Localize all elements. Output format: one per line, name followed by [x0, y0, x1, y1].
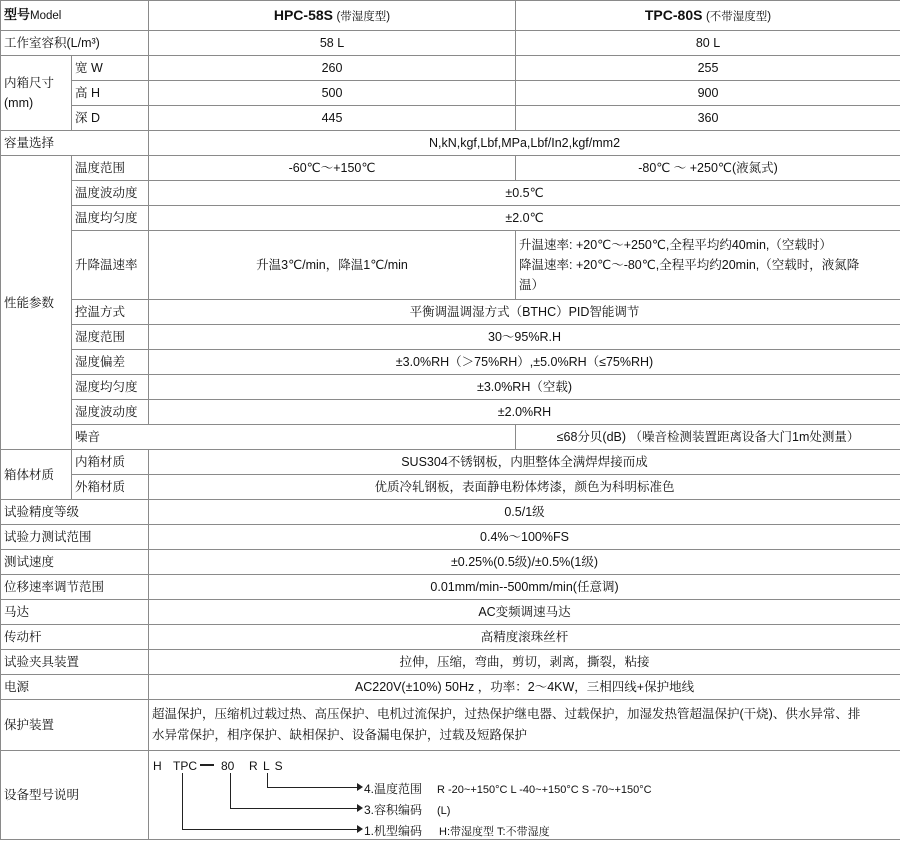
table-row: [1, 650, 900, 675]
code-80: 80: [221, 759, 235, 773]
connector-line: [267, 773, 268, 787]
inner-h-v2: 900: [516, 81, 900, 106]
connector-line: [182, 773, 183, 829]
connector-line: [182, 829, 357, 830]
fixtures-value: 拉伸，压缩，弯曲，剪切，剥离，撕裂，粘接: [149, 650, 900, 675]
hum-range-label: 湿度范围: [72, 325, 149, 350]
temp-uniform-value: ±2.0℃: [149, 206, 900, 231]
arrow-icon: [357, 804, 363, 812]
col1-header: [149, 1, 516, 31]
model-code-diagram: [149, 751, 749, 839]
control-value: 平衡调温调湿方式（BTHC）PID智能调节: [149, 300, 900, 325]
power-value: AC220V(±10%) 50Hz ，功率：2～4KW，三相四线+保护地线: [149, 675, 900, 700]
rod-label: 传动杆: [1, 625, 149, 650]
performance-label: 性能参数: [1, 156, 72, 450]
inner-h-v1: 500: [149, 81, 516, 106]
hum-fluct-label: 湿度波动度: [72, 400, 149, 425]
header-row: [1, 1, 900, 31]
inner-w-v1: 260: [149, 56, 516, 81]
col2-model: TPC-80S: [644, 6, 703, 23]
col1-note: (带湿度型): [336, 10, 391, 23]
col2-header: [516, 1, 900, 31]
accuracy-label: 试验精度等级: [1, 500, 149, 525]
material-label: 箱体材质: [1, 450, 72, 500]
table-row: [1, 156, 900, 181]
table-row: [1, 375, 900, 400]
table-row: [1, 81, 900, 106]
volume-v1: 58 L: [149, 31, 516, 56]
item4-label: 4.温度范围: [364, 782, 423, 796]
capacity-value: N,kN,kgf,Lbf,MPa,Lbf/In2,kgf/mm2: [149, 131, 900, 156]
ramp-label: 升降温速率: [72, 231, 149, 300]
table-row: [1, 625, 900, 650]
table-row: [1, 325, 900, 350]
material-inner-value: SUS304不锈钢板，内胆整体全满焊焊接而成: [149, 450, 900, 475]
connector-line: [230, 773, 231, 808]
hum-dev-label: 湿度偏差: [72, 350, 149, 375]
table-row: [1, 131, 900, 156]
table-row: [1, 500, 900, 525]
item1-label: 1.机型编码: [364, 824, 423, 838]
hum-uniform-label: 湿度均匀度: [72, 375, 149, 400]
inner-d-v2: 360: [516, 106, 900, 131]
control-label: 控温方式: [72, 300, 149, 325]
item3-label: 3.容积编码: [364, 803, 423, 817]
temp-range-label: 温度范围: [72, 156, 149, 181]
inner-w-label: 宽 W: [72, 56, 149, 81]
disp-speed-value: 0.01mm/min--500mm/min(任意调): [149, 575, 900, 600]
connector-line: [267, 787, 357, 788]
speed-label: 测试速度: [1, 550, 149, 575]
inner-d-label: 深 D: [72, 106, 149, 131]
ramp-v2-line2: 降温速率: +20℃～-80℃,全程平均约20min,（空载时，液氮降: [519, 258, 860, 272]
rod-value: 高精度滚珠丝杆: [149, 625, 900, 650]
material-inner-label: 内箱材质: [72, 450, 149, 475]
table-row: [1, 675, 900, 700]
col2-note: (不带湿度型): [705, 10, 772, 23]
model-code-cell: [149, 751, 900, 840]
hum-fluct-value: ±2.0%RH: [149, 400, 900, 425]
protection-line1: 超温保护，压缩机过载过热、高压保护、电机过流保护，过热保护继电器、过载保护，加湿发热管超温保护(干烧)、供水异常、排: [152, 707, 861, 721]
table-row: [1, 400, 900, 425]
table-row: [1, 181, 900, 206]
table-row: [1, 231, 900, 300]
arrow-icon: [357, 825, 363, 833]
table-row: [1, 550, 900, 575]
accuracy-value: 0.5/1级: [149, 500, 900, 525]
table-row: [1, 425, 900, 450]
force-range-label: 试验力测试范围: [1, 525, 149, 550]
inner-d-v1: 445: [149, 106, 516, 131]
code-dash: [200, 764, 214, 766]
noise-label: 噪音: [72, 425, 516, 450]
temp-fluct-value: ±0.5℃: [149, 181, 900, 206]
ramp-v2: [516, 231, 900, 300]
table-row: [1, 300, 900, 325]
connector-line: [230, 808, 357, 809]
inner-h-label: 高 H: [72, 81, 149, 106]
code-h: H: [153, 759, 162, 773]
table-row: [1, 600, 900, 625]
col1-model: HPC-58S: [273, 6, 333, 23]
inner-size-label: 内箱尺寸(mm): [1, 56, 72, 131]
table-row: [1, 56, 900, 81]
temp-range-v2: -80℃ ～ +250℃(液氮式): [516, 156, 900, 181]
motor-label: 马达: [1, 600, 149, 625]
protection-line2: 水异常保护，相序保护、缺相保护、设备漏电保护，过载及短路保护: [152, 728, 528, 742]
temp-fluct-label: 温度波动度: [72, 181, 149, 206]
table-row: [1, 751, 900, 840]
material-outer-label: 外箱材质: [72, 475, 149, 500]
capacity-label: 容量选择: [1, 131, 149, 156]
code-tpc: TPC: [173, 759, 197, 773]
hum-uniform-value: ±3.0%RH（空载): [149, 375, 900, 400]
noise-value: ≤68分贝(dB) （噪音检测装置距离设备大门1m处测量）: [516, 425, 900, 450]
model-code-label: 设备型号说明: [1, 751, 149, 840]
table-row: [1, 475, 900, 500]
item1-detail: H:带湿度型 T:不带湿度: [439, 826, 550, 838]
table-row: [1, 575, 900, 600]
ramp-v2-line1: 升温速率: +20℃～+250℃,全程平均约40min,（空载时）: [519, 238, 832, 252]
model-label-strong: 型号: [4, 7, 31, 22]
protection-value: [149, 700, 900, 751]
speed-value: ±0.25%(0.5级)/±0.5%(1级): [149, 550, 900, 575]
model-header-cell: [1, 1, 149, 31]
model-label-rest: Model: [30, 10, 62, 22]
power-label: 电源: [1, 675, 149, 700]
fixtures-label: 试验夹具装置: [1, 650, 149, 675]
item3-detail: (L): [437, 805, 451, 817]
arrow-icon: [357, 783, 363, 791]
code-rls: R L S: [249, 759, 284, 773]
ramp-v2-line3: 温）: [519, 278, 545, 292]
item4-detail: R -20~+150°C L -40~+150°C S -70~+150°C: [437, 784, 652, 796]
inner-w-v2: 255: [516, 56, 900, 81]
table-row: [1, 206, 900, 231]
volume-label: 工作室容积(L/m³): [1, 31, 149, 56]
table-row: [1, 106, 900, 131]
ramp-v1: 升温3℃/min，降温1℃/min: [149, 231, 516, 300]
temp-uniform-label: 温度均匀度: [72, 206, 149, 231]
hum-dev-value: ±3.0%RH（＞75%RH）,±5.0%RH（≤75%RH): [149, 350, 900, 375]
material-outer-value: 优质冷轧钢板，表面静电粉体烤漆，颜色为科明标准色: [149, 475, 900, 500]
table-row: [1, 525, 900, 550]
force-range-value: 0.4%～100%FS: [149, 525, 900, 550]
hum-range-value: 30～95%R.H: [149, 325, 900, 350]
disp-speed-label: 位移速率调节范围: [1, 575, 149, 600]
table-row: [1, 700, 900, 751]
table-row: [1, 450, 900, 475]
table-row: [1, 31, 900, 56]
temp-range-v1: -60℃～+150℃: [149, 156, 516, 181]
protection-label: 保护装置: [1, 700, 149, 751]
volume-v2: 80 L: [516, 31, 900, 56]
motor-value: AC变频调速马达: [149, 600, 900, 625]
table-row: [1, 350, 900, 375]
